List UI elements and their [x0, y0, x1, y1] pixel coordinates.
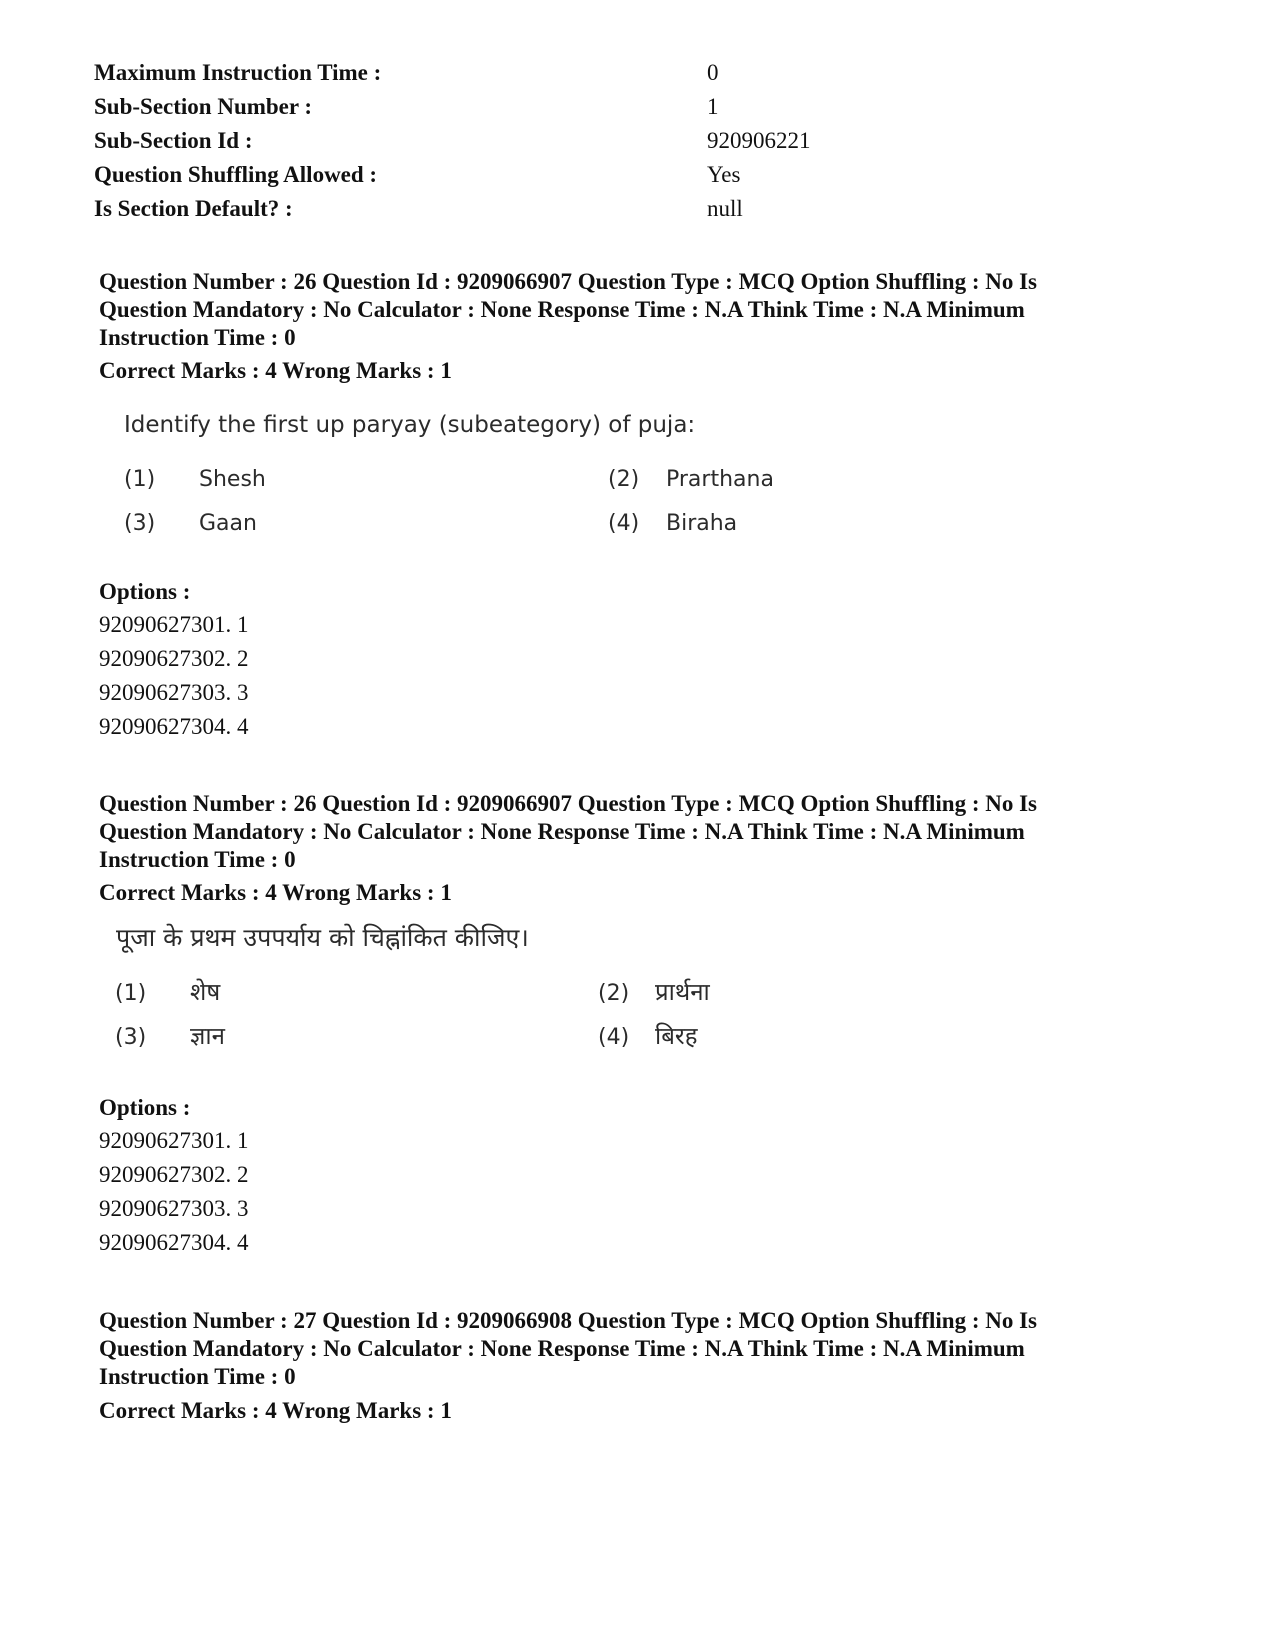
choice-number: (1): [115, 981, 147, 1006]
choice-text: Biraha: [666, 511, 738, 536]
meta-value: Yes: [707, 162, 741, 187]
meta-value: 1: [707, 94, 719, 119]
option-line: 92090627303. 3: [99, 680, 249, 705]
question-header-line: Question Number : 26 Question Id : 9209066907 Question Type : MCQ Option Shuffling : No Is: [99, 269, 1038, 294]
marks-line: Correct Marks : 4 Wrong Marks : 1: [99, 358, 452, 383]
option-line: 92090627302. 2: [99, 646, 249, 671]
question-header-line: Question Mandatory : No Calculator : None Response Time : N.A Think Time : N.A Minimum: [99, 1336, 1025, 1361]
meta-label: Maximum Instruction Time :: [94, 60, 382, 85]
option-line: 92090627301. 1: [99, 1128, 249, 1153]
question-header-line: Instruction Time : 0: [99, 847, 296, 872]
choice-text: शेष: [190, 978, 221, 1006]
question-text: पूजा के प्रथम उपपर्याय को चिह्नांकित कीजिए।: [116, 923, 529, 952]
choice-number: (2): [608, 467, 640, 492]
choice-number: (3): [115, 1025, 147, 1050]
marks-line: Correct Marks : 4 Wrong Marks : 1: [99, 880, 452, 905]
options-label: Options :: [99, 579, 191, 604]
choice-number: (3): [124, 511, 156, 536]
choice-number: (4): [598, 1025, 630, 1050]
option-line: 92090627303. 3: [99, 1196, 249, 1221]
question-header-line: Instruction Time : 0: [99, 325, 296, 350]
option-line: 92090627304. 4: [99, 714, 249, 739]
choice-text: Prarthana: [666, 467, 774, 492]
option-line: 92090627304. 4: [99, 1230, 249, 1255]
choice-text: Shesh: [199, 467, 266, 492]
question-header-line: Instruction Time : 0: [99, 1364, 296, 1389]
question-header-line: Question Mandatory : No Calculator : None Response Time : N.A Think Time : N.A Minimum: [99, 297, 1025, 322]
marks-line: Correct Marks : 4 Wrong Marks : 1: [99, 1398, 452, 1423]
meta-value: 0: [707, 60, 719, 85]
choice-text: ज्ञान: [190, 1022, 225, 1050]
choice-number: (1): [124, 467, 156, 492]
meta-label: Sub-Section Number :: [94, 94, 313, 119]
choice-number: (4): [608, 511, 640, 536]
options-label: Options :: [99, 1095, 191, 1120]
question-header-line: Question Number : 27 Question Id : 9209066908 Question Type : MCQ Option Shuffling : No Is: [99, 1308, 1038, 1333]
choice-text: बिरह: [655, 1022, 698, 1050]
question-header-line: Question Mandatory : No Calculator : None Response Time : N.A Think Time : N.A Minimum: [99, 819, 1025, 844]
meta-value: null: [707, 196, 743, 221]
choice-text: Gaan: [199, 511, 257, 536]
meta-value: 920906221: [707, 128, 811, 153]
meta-label: Question Shuffling Allowed :: [94, 162, 378, 187]
choice-number: (2): [598, 981, 630, 1006]
question-header-line: Question Number : 26 Question Id : 9209066907 Question Type : MCQ Option Shuffling : No Is: [99, 791, 1038, 816]
meta-label: Is Section Default? :: [94, 196, 293, 221]
option-line: 92090627302. 2: [99, 1162, 249, 1187]
choice-text: प्रार्थना: [655, 978, 710, 1006]
question-text: Identify the first up paryay (subeategory) of puja:: [124, 412, 696, 438]
option-line: 92090627301. 1: [99, 612, 249, 637]
meta-label: Sub-Section Id :: [94, 128, 253, 153]
